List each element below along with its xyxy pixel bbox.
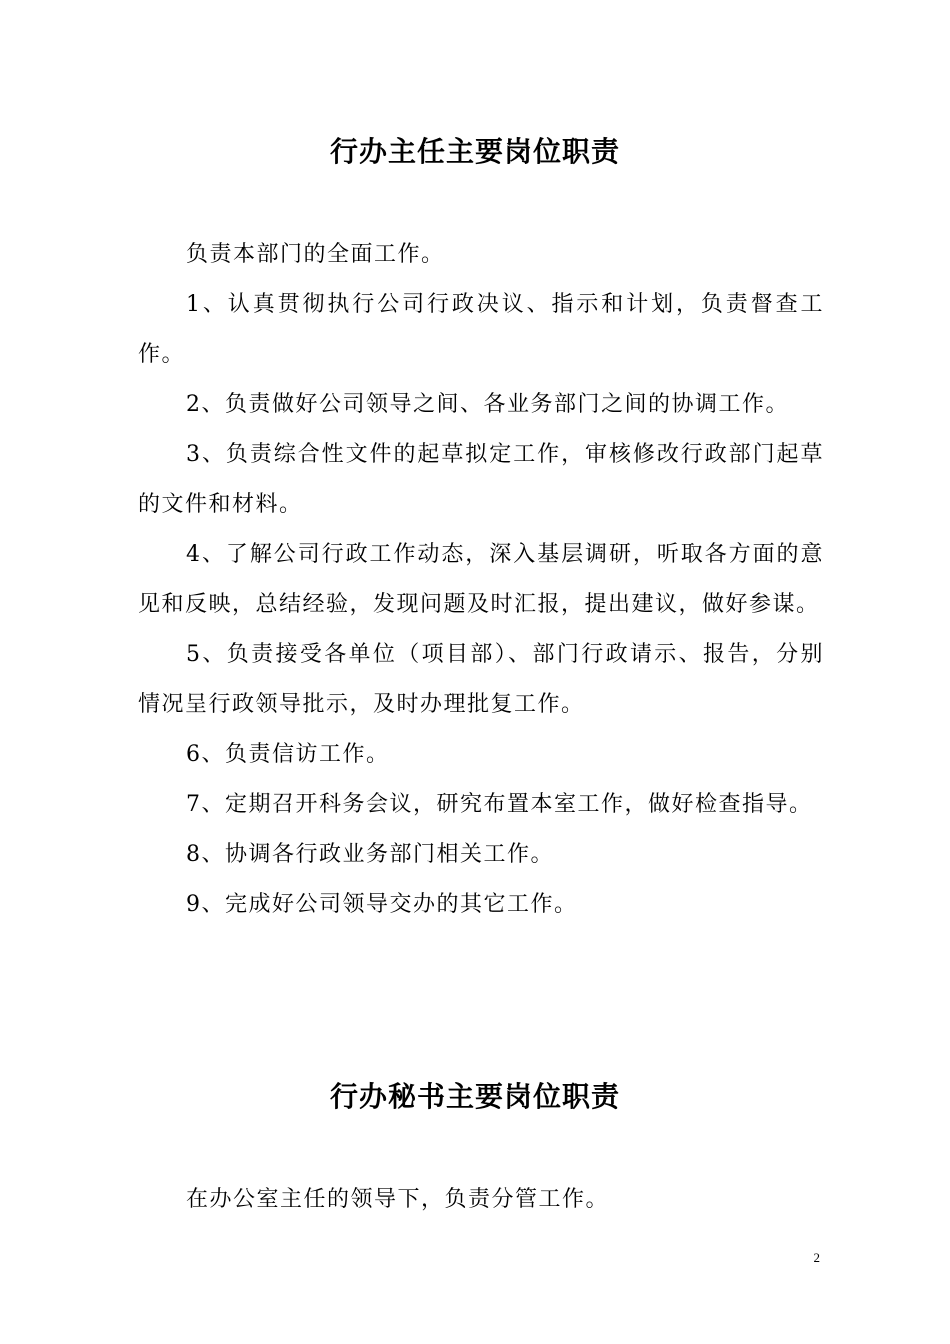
section-body-secretary bbox=[138, 1175, 824, 1225]
page-number: 2 bbox=[813, 1250, 820, 1265]
paragraph-item-2: 2、负责做好公司领导之间、各业务部门之间的协调工作。 bbox=[186, 392, 789, 417]
section-title-director: 行办主任主要岗位职责 bbox=[329, 135, 620, 168]
paragraph-item-6: 6、负责信访工作。 bbox=[186, 742, 390, 767]
paragraph-item-9: 9、完成好公司领导交办的其它工作。 bbox=[186, 892, 578, 917]
paragraph-item-4: 4、了解公司行政工作动态，深入基层调研，听取各方面的意见和反映，总结经验，发现问题及时汇报，提出建议，做好参谋。 bbox=[138, 542, 824, 617]
section-title-secretary: 行办秘书主要岗位职责 bbox=[329, 1080, 620, 1113]
paragraph-item-8: 8、协调各行政业务部门相关工作。 bbox=[186, 842, 554, 867]
section-body-director bbox=[138, 230, 824, 930]
paragraph-item-3: 3、负责综合性文件的起草拟定工作，审核修改行政部门起草的文件和材料。 bbox=[138, 442, 824, 517]
paragraph-intro: 负责本部门的全面工作。 bbox=[186, 242, 445, 267]
paragraph-item-7: 7、定期召开科务会议，研究布置本室工作，做好检查指导。 bbox=[186, 792, 813, 817]
paragraph-item-5: 5、负责接受各单位（项目部）、部门行政请示、报告，分别情况呈行政领导批示，及时办理批复工作。 bbox=[138, 642, 824, 717]
paragraph-secretary-intro: 在办公室主任的领导下，负责分管工作。 bbox=[186, 1187, 610, 1212]
paragraph-item-1: 1、认真贯彻执行公司行政决议、指示和计划，负责督查工作。 bbox=[138, 292, 824, 367]
